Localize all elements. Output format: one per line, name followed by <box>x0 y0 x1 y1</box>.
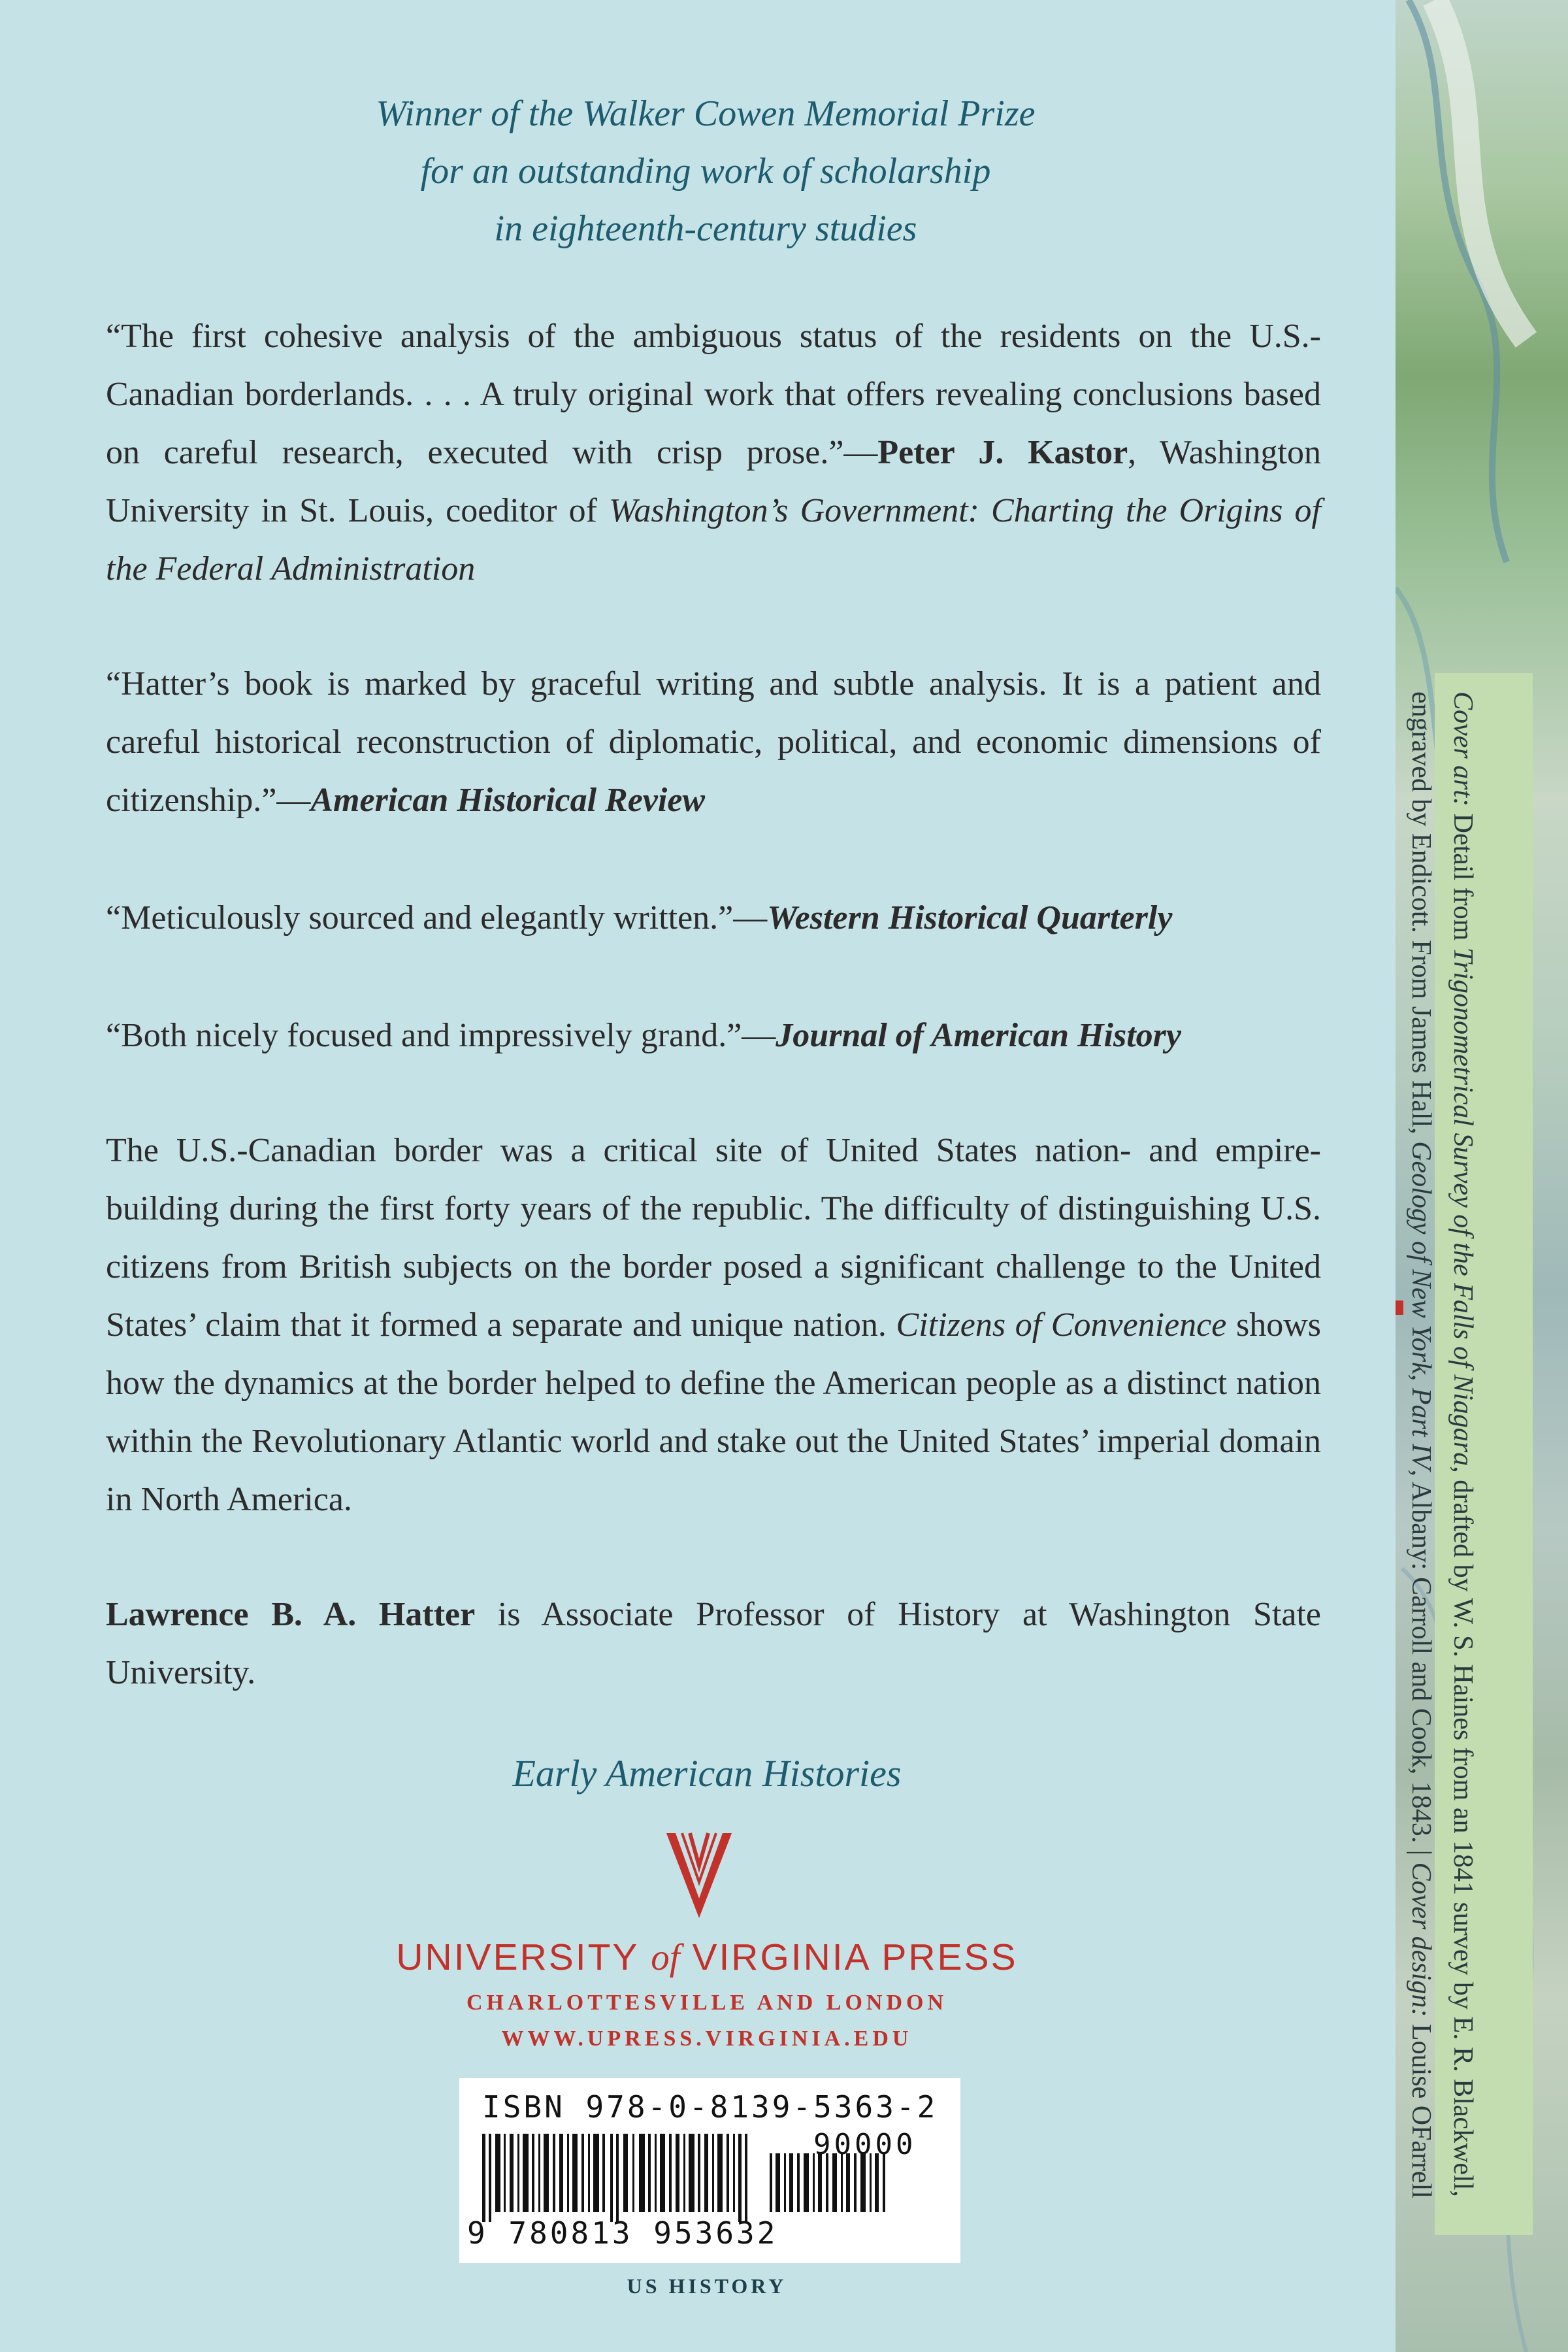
publisher-name: UNIVERSITY of VIRGINIA PRESS <box>396 1936 1018 1978</box>
barcode-digits: 9 780813 953632 <box>467 2215 778 2251</box>
prize-statement: Winner of the Walker Cowen Memorial Prize for an outstanding work of scholarship in eighteenth-century studies <box>376 93 1036 249</box>
publisher-website: WWW.UPRESS.VIRGINIA.EDU <box>501 2027 913 2051</box>
isbn-label: ISBN 978-0-8139-5363-2 <box>482 2089 938 2125</box>
blurb-western-historical-quarterly: “Meticulously sourced and elegantly written.”—Western Historical Quarterly <box>106 899 1173 936</box>
cover-credit: Cover art: Detail from Trigonometrical Survey of the Falls of Niagara, drafted by W. S. Haines from an 1841 survey by E. R. Blackwell, engraved by Endicott. From James Hall, Geology of New York, Part IV, Albany: Carroll and Cook, 1843. | Cover design: Louise OFarrell <box>1406 691 1478 2199</box>
publisher-location: CHARLOTTESVILLE AND LONDON <box>466 1991 947 2015</box>
book-description: The U.S.-Canadian border was a critical site of United States nation- and empire-building during the first forty years of the republic. The difficulty of distinguishing U.S. citizens from British subjects on the border posed a significant challenge to the United States’ claim that it formed a separate and unique nation. Citizens of Convenience shows how the dynamics at the border helped to define the American people as a distinct nation within the Revolutionary Atlantic world and stake out the United States’ imperial domain in North America. <box>106 1132 1322 1518</box>
blurb-kastor: “The first cohesive analysis of the ambiguous status of the residents on the U.S.-Canadian borderlands. . . . A truly original work that offers revealing conclusions based on careful research, executed with crisp prose.”—Peter J. Kastor, Washington University in St. Louis, coeditor of Washington’s Government: Charting the Origins of the Federal Administration <box>106 318 1322 588</box>
press-logo-icon <box>660 1827 738 1925</box>
blurb-american-historical-review: “Hatter’s book is marked by graceful writing and subtle analysis. It is a patient and careful historical reconstruction of diplomatic, political, and economic dimensions of citizenship.”—American Historical Review <box>106 665 1321 819</box>
author-bio: Lawrence B. A. Hatter is Associate Professor of History at Washington State University. <box>106 1596 1321 1691</box>
blurb-journal-of-american-history: “Both nicely focused and impressively grand.”—Journal of American History <box>106 1017 1181 1054</box>
subject-category: US HISTORY <box>627 2274 787 2298</box>
series-title: Early American Histories <box>512 1752 902 1795</box>
isbn-addon-digits: 90000 <box>813 2128 917 2161</box>
